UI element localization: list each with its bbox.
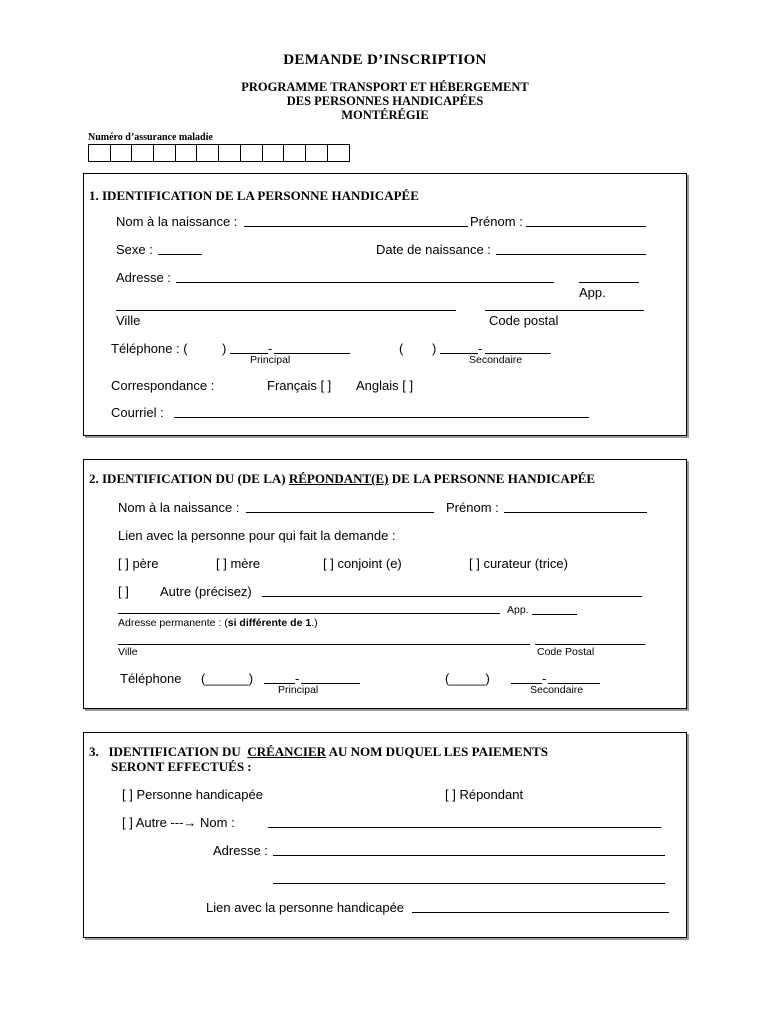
section3-heading: 3. IDENTIFICATION DU CRÉANCIER AU NOM DUQUEL LES PAIEMENTS <box>89 744 548 759</box>
s1-courriel-label: Courriel : <box>111 405 164 420</box>
s2-prenom-field[interactable] <box>504 512 647 513</box>
s3-adresse-field[interactable] <box>273 855 665 856</box>
s2-adresse-field[interactable] <box>118 613 500 614</box>
s2-telephone-label: Téléphone <box>120 671 182 686</box>
s2-secondaire-label: Secondaire <box>530 684 584 696</box>
s1-sexe-label: Sexe : <box>116 242 153 257</box>
s2-curateur-checkbox[interactable]: [ ] curateur (trice) <box>469 556 568 571</box>
s2-tel-area-secondaire[interactable]: (_____) <box>445 671 490 686</box>
s1-tel2-dash: - <box>478 341 483 356</box>
s1-ville-label: Ville <box>116 313 141 328</box>
s1-tel-dash: - <box>268 341 273 356</box>
s2-app-field[interactable] <box>532 614 577 615</box>
s2-tel-dash: - <box>295 671 300 686</box>
s1-secondaire-label: Secondaire <box>469 354 523 366</box>
s2-tel-area-principal[interactable]: (______) <box>201 671 254 686</box>
program-title-line3: MONTÉRÉGIE <box>341 108 429 122</box>
s2-nom-field[interactable] <box>246 512 434 513</box>
section-person <box>83 173 687 436</box>
s1-telephone-label: Téléphone : ( <box>111 341 188 356</box>
s1-dob-field[interactable] <box>496 254 646 255</box>
s1-sexe-field[interactable] <box>158 254 202 255</box>
s1-adresse-label: Adresse : <box>116 270 171 285</box>
s2-principal-label: Principal <box>278 684 319 696</box>
s1-ville-field[interactable] <box>116 310 456 311</box>
s2-prenom-label: Prénom : <box>446 500 499 515</box>
s1-code-postal-field[interactable] <box>485 310 644 311</box>
s2-nom-label: Nom à la naissance : <box>118 500 240 515</box>
program-title-line1: PROGRAMME TRANSPORT ET HÉBERGEMENT <box>241 80 529 94</box>
s2-adresse-perm-label: Adresse permanente : (si différente de 1.) <box>118 617 318 629</box>
s1-adresse-field[interactable] <box>176 282 554 283</box>
s2-pere-checkbox[interactable]: [ ] père <box>118 556 159 571</box>
section1-heading: 1. IDENTIFICATION DE LA PERSONNE HANDICAPÉE <box>89 188 419 203</box>
s1-nom-label: Nom à la naissance : <box>116 214 238 229</box>
s1-prenom-label: Prénom : <box>470 214 523 229</box>
s3-lien-field[interactable] <box>412 912 669 913</box>
s2-app-label: App. <box>507 604 529 616</box>
s2-lien-label: Lien avec la personne pour qui fait la demande : <box>118 528 396 543</box>
s3-repondant-checkbox[interactable]: [ ] Répondant <box>445 787 524 802</box>
s1-tel2-paren-open: ( <box>399 341 404 356</box>
s2-autre-field[interactable] <box>262 596 642 597</box>
s2-mere-checkbox[interactable]: [ ] mère <box>216 556 261 571</box>
s2-conjoint-checkbox[interactable]: [ ] conjoint (e) <box>323 556 402 571</box>
s1-tel2-paren-close: ) <box>432 341 437 356</box>
section2-heading: 2. IDENTIFICATION DU (DE LA) RÉPONDANT(E) DE LA PERSONNE HANDICAPÉE <box>89 471 596 486</box>
s2-tel2-dash: - <box>542 671 547 686</box>
s1-app-field[interactable] <box>579 282 639 283</box>
s2-autre-label: Autre (précisez) <box>160 584 252 599</box>
s1-prenom-field[interactable] <box>526 226 646 227</box>
s1-principal-label: Principal <box>250 354 291 366</box>
s1-courriel-field[interactable] <box>174 417 589 418</box>
s3-lien-label: Lien avec la personne handicapée <box>206 900 405 915</box>
nam-input-boxes[interactable] <box>88 144 350 162</box>
program-title-line2: DES PERSONNES HANDICAPÉES <box>286 94 484 108</box>
s1-francais-checkbox[interactable]: Français [ ] <box>267 378 332 393</box>
s1-nom-field[interactable] <box>244 226 468 227</box>
s3-adresse-field-2[interactable] <box>273 883 665 884</box>
s1-correspondance-label: Correspondance : <box>111 378 215 393</box>
s1-app-label: App. <box>579 285 606 300</box>
s2-code-postal-field[interactable] <box>535 644 645 645</box>
s3-autre-checkbox[interactable]: [ ] Autre ---→ Nom : <box>122 815 235 830</box>
s3-nom-field[interactable] <box>268 827 661 828</box>
s2-autre-checkbox[interactable]: [ ] <box>118 584 129 599</box>
s1-anglais-checkbox[interactable]: Anglais [ ] <box>356 378 414 393</box>
s1-dob-label: Date de naissance : <box>376 242 491 257</box>
s2-ville-label: Ville <box>118 646 138 658</box>
s1-code-postal-label: Code postal <box>489 313 559 328</box>
nam-label: Numéro d’assurance maladie <box>88 132 213 143</box>
s1-tel-paren-close: ) <box>222 341 227 356</box>
section3-heading-line2: SERONT EFFECTUÉS : <box>111 759 252 774</box>
s2-ville-field[interactable] <box>118 644 530 645</box>
form-title: DEMANDE D’INSCRIPTION <box>283 52 487 68</box>
s3-personne-checkbox[interactable]: [ ] Personne handicapée <box>122 787 263 802</box>
s2-code-postal-label: Code Postal <box>537 646 595 658</box>
s3-adresse-label: Adresse : <box>213 843 268 858</box>
